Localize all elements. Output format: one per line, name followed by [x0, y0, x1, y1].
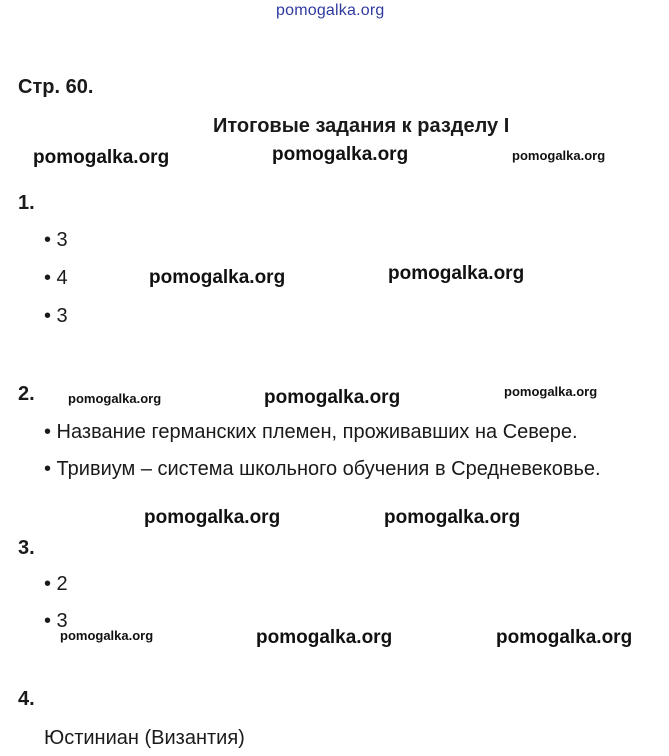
watermark: pomogalka.org: [384, 507, 521, 528]
watermark: pomogalka.org: [256, 627, 393, 648]
task-3-answer: • 3: [44, 610, 68, 632]
task-1-number: 1.: [18, 192, 35, 214]
task-1-answer: • 4: [44, 267, 68, 289]
task-1-answer: • 3: [44, 229, 68, 251]
section-title: Итоговые задания к разделу I: [213, 115, 510, 137]
task-4-number: 4.: [18, 688, 35, 710]
task-3-number: 3.: [18, 537, 35, 559]
task-1-answer: • 3: [44, 305, 68, 327]
watermark: pomogalka.org: [144, 507, 281, 528]
watermark: pomogalka.org: [272, 144, 409, 165]
page-number-label: Стр. 60.: [18, 76, 94, 98]
task-2-number: 2.: [18, 383, 35, 405]
watermark: pomogalka.org: [496, 627, 633, 648]
task-2-answer: • Название германских племен, проживавших на Севере.: [44, 421, 578, 443]
watermark: pomogalka.org: [33, 147, 170, 168]
task-2-answer: • Тривиум – система школьного обучения в Средневековье.: [44, 458, 601, 480]
site-link[interactable]: pomogalka.org: [276, 2, 385, 19]
watermark: pomogalka.org: [264, 387, 401, 408]
task-4-answer: Юстиниан (Византия): [44, 727, 245, 749]
watermark: pomogalka.org: [388, 263, 525, 284]
watermark: pomogalka.org: [68, 391, 162, 406]
watermark: pomogalka.org: [60, 628, 154, 643]
task-3-answer: • 2: [44, 573, 68, 595]
watermark: pomogalka.org: [504, 384, 598, 399]
watermark: pomogalka.org: [149, 267, 286, 288]
watermark: pomogalka.org: [512, 148, 606, 163]
